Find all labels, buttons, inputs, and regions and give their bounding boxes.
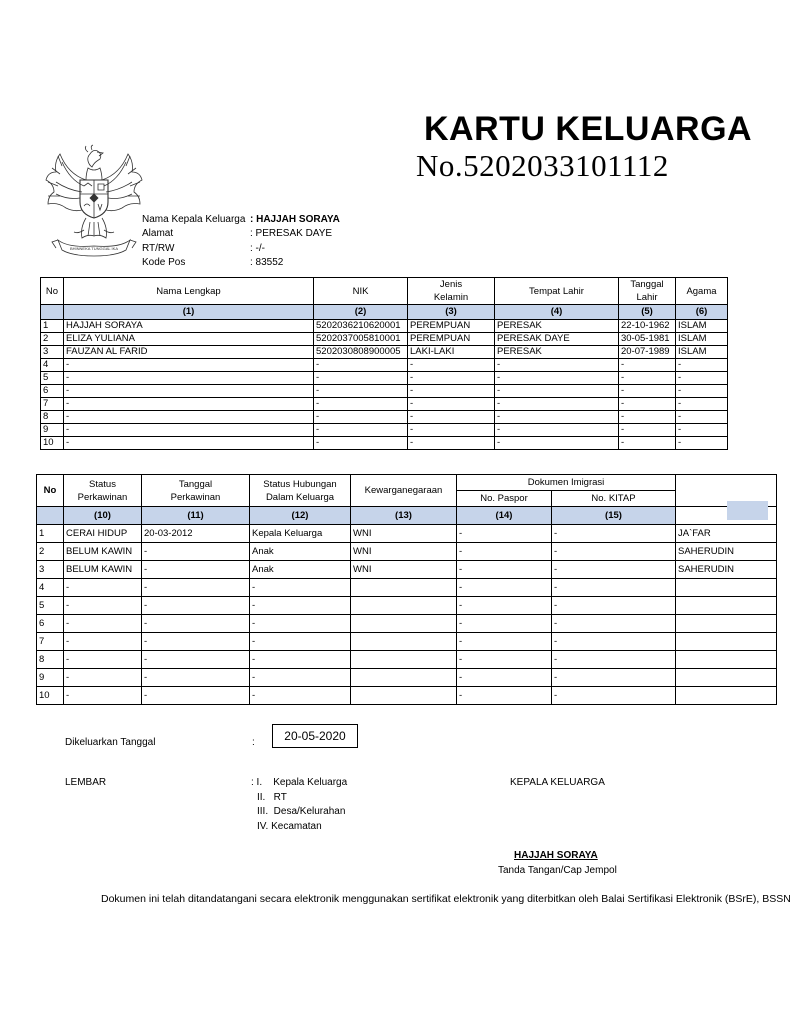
cell-nama: HAJJAH SORAYA (64, 320, 314, 333)
cell-tempat: - (495, 398, 619, 411)
col-number: (10) (64, 507, 142, 525)
cell-kitap: - (552, 633, 676, 651)
cell-status: - (64, 669, 142, 687)
cell-status: - (64, 633, 142, 651)
cell-hub: - (250, 597, 351, 615)
cell-ortu (676, 669, 777, 687)
col-gender-header: Jenis Kelamin (408, 278, 495, 305)
cell-nik: - (314, 385, 408, 398)
cell-tglk: - (142, 687, 250, 705)
cell-nama: - (64, 398, 314, 411)
cell-jk: - (408, 398, 495, 411)
svg-text:BHINNEKA TUNGGAL IKA: BHINNEKA TUNGGAL IKA (69, 246, 119, 251)
lembar-item: IV. Kecamatan (257, 821, 322, 832)
cell-tglk: 20-03-2012 (142, 525, 250, 543)
cell-tempat: PERESAK DAYE (495, 333, 619, 346)
cell-no: 2 (41, 333, 64, 346)
cell-jk: - (408, 372, 495, 385)
table-row (37, 525, 777, 543)
col-number: (1) (64, 305, 314, 320)
table-row (37, 633, 777, 651)
col-nik-header: NIK (314, 278, 408, 305)
cell-no: 4 (41, 359, 64, 372)
cell-nik: - (314, 372, 408, 385)
signature-role: KEPALA KELUARGA (510, 777, 605, 788)
cell-hub: - (250, 615, 351, 633)
cell-status: - (64, 687, 142, 705)
issued-date: 20-05-2020 (272, 724, 358, 748)
cell-nama: - (64, 437, 314, 450)
cell-tempat: - (495, 437, 619, 450)
table-row (41, 372, 728, 385)
cell-agama: - (676, 359, 728, 372)
col-citizenship-header: Kewarganegaraan (351, 475, 457, 507)
cell-ortu: JA`FAR (676, 525, 777, 543)
cell-nik: 5202036210620001 (314, 320, 408, 333)
issued-label: Dikeluarkan Tanggal (65, 737, 156, 748)
col-immigration-header: Dokumen Imigrasi (457, 475, 676, 491)
table-row (41, 385, 728, 398)
rtrw-value: : -/- (250, 243, 265, 254)
cell-paspor: - (457, 597, 552, 615)
cell-tglk: - (142, 615, 250, 633)
cell-jk: - (408, 411, 495, 424)
cell-tglk: - (142, 651, 250, 669)
cell-no: 7 (37, 633, 64, 651)
address-value: : PERESAK DAYE (250, 228, 333, 239)
cell-jk: PEREMPUAN (408, 320, 495, 333)
cell-agama: - (676, 411, 728, 424)
cell-status: - (64, 579, 142, 597)
cell-nik: - (314, 424, 408, 437)
cell-hub: - (250, 651, 351, 669)
head-name-value: : HAJJAH SORAYA (250, 214, 340, 225)
cell-warga: WNI (351, 525, 457, 543)
cell-paspor: - (457, 633, 552, 651)
table-row (37, 543, 777, 561)
cell-warga (351, 651, 457, 669)
cell-ortu (676, 633, 777, 651)
issued-colon: : (252, 737, 255, 748)
table-row (37, 687, 777, 705)
cell-agama: ISLAM (676, 346, 728, 359)
cell-tgl: - (619, 411, 676, 424)
table-row (41, 359, 728, 372)
cell-agama: - (676, 398, 728, 411)
table-row (41, 333, 728, 346)
cell-jk: LAKI-LAKI (408, 346, 495, 359)
cell-tgl: 30-05-1981 (619, 333, 676, 346)
cell-warga (351, 615, 457, 633)
postal-label: Kode Pos (142, 257, 186, 268)
cell-no: 4 (37, 579, 64, 597)
head-name-label: Nama Kepala Keluarga (142, 214, 246, 225)
cell-tempat: - (495, 372, 619, 385)
col-birthdate-header: Tanggal Lahir (619, 278, 676, 305)
cell-nik: - (314, 359, 408, 372)
cell-no: 5 (37, 597, 64, 615)
cell-jk: - (408, 385, 495, 398)
table-row (41, 424, 728, 437)
cell-nama: FAUZAN AL FARID (64, 346, 314, 359)
col-number: (3) (408, 305, 495, 320)
cell-agama: - (676, 385, 728, 398)
cell-kitap: - (552, 651, 676, 669)
cell-ortu: SAHERUDIN (676, 543, 777, 561)
cell-agama: - (676, 372, 728, 385)
cell-tgl: - (619, 372, 676, 385)
members-table (40, 277, 728, 450)
cell-nama: - (64, 372, 314, 385)
cell-status: - (64, 597, 142, 615)
cell-paspor: - (457, 615, 552, 633)
cell-kitap: - (552, 543, 676, 561)
cell-kitap: - (552, 687, 676, 705)
col-number: (15) (552, 507, 676, 525)
rtrw-label: RT/RW (142, 243, 175, 254)
cell-status: CERAI HIDUP (64, 525, 142, 543)
cell-tgl: 22-10-1962 (619, 320, 676, 333)
col-number: (14) (457, 507, 552, 525)
cell-kitap: - (552, 579, 676, 597)
table-row (41, 398, 728, 411)
col-kitap-header: No. KITAP (552, 491, 676, 507)
col-number: (2) (314, 305, 408, 320)
cell-agama: ISLAM (676, 333, 728, 346)
col-number: (4) (495, 305, 619, 320)
cell-tgl: - (619, 424, 676, 437)
cell-tempat: PERESAK (495, 320, 619, 333)
cell-warga (351, 687, 457, 705)
cell-nik: 5202030808900005 (314, 346, 408, 359)
cell-ortu (676, 687, 777, 705)
cell-nik: - (314, 411, 408, 424)
cell-warga (351, 597, 457, 615)
kk-number: No.5202033101112 (416, 148, 669, 183)
cell-tglk: - (142, 561, 250, 579)
column-number-row (41, 305, 728, 320)
col-marital-header: Status Perkawinan (64, 475, 142, 507)
cell-no: 8 (37, 651, 64, 669)
next-column-header-stub (727, 501, 768, 520)
table-row (37, 579, 777, 597)
cell-nik: 5202037005810001 (314, 333, 408, 346)
cell-kitap: - (552, 669, 676, 687)
lembar-label: LEMBAR (65, 777, 107, 788)
cell-agama: - (676, 424, 728, 437)
cell-hub: Anak (250, 543, 351, 561)
cell-tgl: - (619, 385, 676, 398)
cell-hub: - (250, 579, 351, 597)
cell-no: 5 (41, 372, 64, 385)
col-religion-header: Agama (676, 278, 728, 305)
cell-status: BELUM KAWIN (64, 561, 142, 579)
cell-paspor: - (457, 579, 552, 597)
cell-no: 6 (41, 385, 64, 398)
cell-warga (351, 669, 457, 687)
cell-ortu (676, 579, 777, 597)
table-row (41, 346, 728, 359)
cell-tgl: - (619, 437, 676, 450)
cell-warga (351, 579, 457, 597)
lembar-item: : I. Kepala Keluarga (251, 777, 348, 788)
cell-paspor: - (457, 651, 552, 669)
cell-tgl: - (619, 359, 676, 372)
cell-tgl: - (619, 398, 676, 411)
cell-no: 8 (41, 411, 64, 424)
cell-warga: WNI (351, 543, 457, 561)
cell-no: 1 (41, 320, 64, 333)
signature-name: HAJJAH SORAYA (514, 850, 598, 861)
cell-paspor: - (457, 669, 552, 687)
table-row (41, 320, 728, 333)
cell-agama: - (676, 437, 728, 450)
postal-value: : 83552 (250, 257, 284, 268)
cell-warga: WNI (351, 561, 457, 579)
cell-paspor: - (457, 543, 552, 561)
cell-tempat: - (495, 424, 619, 437)
cell-ortu (676, 597, 777, 615)
cell-kitap: - (552, 561, 676, 579)
cell-tempat: PERESAK (495, 346, 619, 359)
col-no-header: No (37, 475, 64, 507)
cell-nama: - (64, 359, 314, 372)
cell-ortu (676, 651, 777, 669)
cell-nik: - (314, 437, 408, 450)
cell-nama: - (64, 411, 314, 424)
family-status-table (36, 474, 777, 705)
col-number: (6) (676, 305, 728, 320)
cell-no: 2 (37, 543, 64, 561)
cell-no: 7 (41, 398, 64, 411)
table-row (41, 437, 728, 450)
document-title: KARTU KELUARGA (424, 110, 753, 148)
cell-tglk: - (142, 597, 250, 615)
cell-hub: Kepala Keluarga (250, 525, 351, 543)
cell-kitap: - (552, 597, 676, 615)
cell-tglk: - (142, 543, 250, 561)
table-row (37, 597, 777, 615)
cell-no: 10 (41, 437, 64, 450)
cell-nama: - (64, 424, 314, 437)
cell-status: - (64, 615, 142, 633)
col-relation-header: Status Hubungan Dalam Keluarga (250, 475, 351, 507)
col-marriage-date-header: Tanggal Perkawinan (142, 475, 250, 507)
cell-jk: PEREMPUAN (408, 333, 495, 346)
cell-tgl: 20-07-1989 (619, 346, 676, 359)
cell-tglk: - (142, 633, 250, 651)
cell-paspor: - (457, 525, 552, 543)
cell-jk: - (408, 437, 495, 450)
cell-warga (351, 633, 457, 651)
col-name-header: Nama Lengkap (64, 278, 314, 305)
signature-caption: Tanda Tangan/Cap Jempol (498, 865, 617, 876)
cell-paspor: - (457, 561, 552, 579)
cell-status: BELUM KAWIN (64, 543, 142, 561)
cell-agama: ISLAM (676, 320, 728, 333)
cell-tempat: - (495, 411, 619, 424)
col-number: (12) (250, 507, 351, 525)
col-number: (11) (142, 507, 250, 525)
cell-ortu (676, 615, 777, 633)
col-no-header: No (41, 278, 64, 305)
address-label: Alamat (142, 228, 174, 239)
lembar-item: III. Desa/Kelurahan (257, 806, 346, 817)
table-header-row (37, 475, 777, 491)
garuda-emblem-icon (40, 146, 148, 258)
col-birthplace-header: Tempat Lahir (495, 278, 619, 305)
cell-jk: - (408, 359, 495, 372)
cell-no: 6 (37, 615, 64, 633)
table-header-row (41, 278, 728, 305)
column-number-row (37, 507, 777, 525)
cell-no: 10 (37, 687, 64, 705)
cell-hub: - (250, 669, 351, 687)
table-row (37, 669, 777, 687)
cell-status: - (64, 651, 142, 669)
cell-jk: - (408, 424, 495, 437)
table-row (41, 411, 728, 424)
cell-nama: ELIZA YULIANA (64, 333, 314, 346)
table-row (37, 651, 777, 669)
cell-kitap: - (552, 525, 676, 543)
cell-tempat: - (495, 359, 619, 372)
cell-no: 1 (37, 525, 64, 543)
cell-no: 3 (37, 561, 64, 579)
col-number: (13) (351, 507, 457, 525)
table-row (37, 615, 777, 633)
cell-hub: - (250, 687, 351, 705)
table-row (37, 561, 777, 579)
cell-ortu: SAHERUDIN (676, 561, 777, 579)
cell-no: 9 (41, 424, 64, 437)
cell-no: 3 (41, 346, 64, 359)
cell-paspor: - (457, 687, 552, 705)
cell-no: 9 (37, 669, 64, 687)
cell-nik: - (314, 398, 408, 411)
cell-tempat: - (495, 385, 619, 398)
cell-hub: - (250, 633, 351, 651)
lembar-item: II. RT (257, 792, 287, 803)
family-status-table-wrap (36, 474, 734, 718)
cell-hub: Anak (250, 561, 351, 579)
e-signature-notice: Dokumen ini telah ditandatangani secara elektronik menggunakan sertifikat elektronik yang diterbitkan oleh Balai Sertifikasi Elektronik (BSrE), BSSN (101, 893, 791, 905)
col-number: (5) (619, 305, 676, 320)
cell-nama: - (64, 385, 314, 398)
cell-tglk: - (142, 669, 250, 687)
col-passport-header: No. Paspor (457, 491, 552, 507)
cell-tglk: - (142, 579, 250, 597)
cell-kitap: - (552, 615, 676, 633)
